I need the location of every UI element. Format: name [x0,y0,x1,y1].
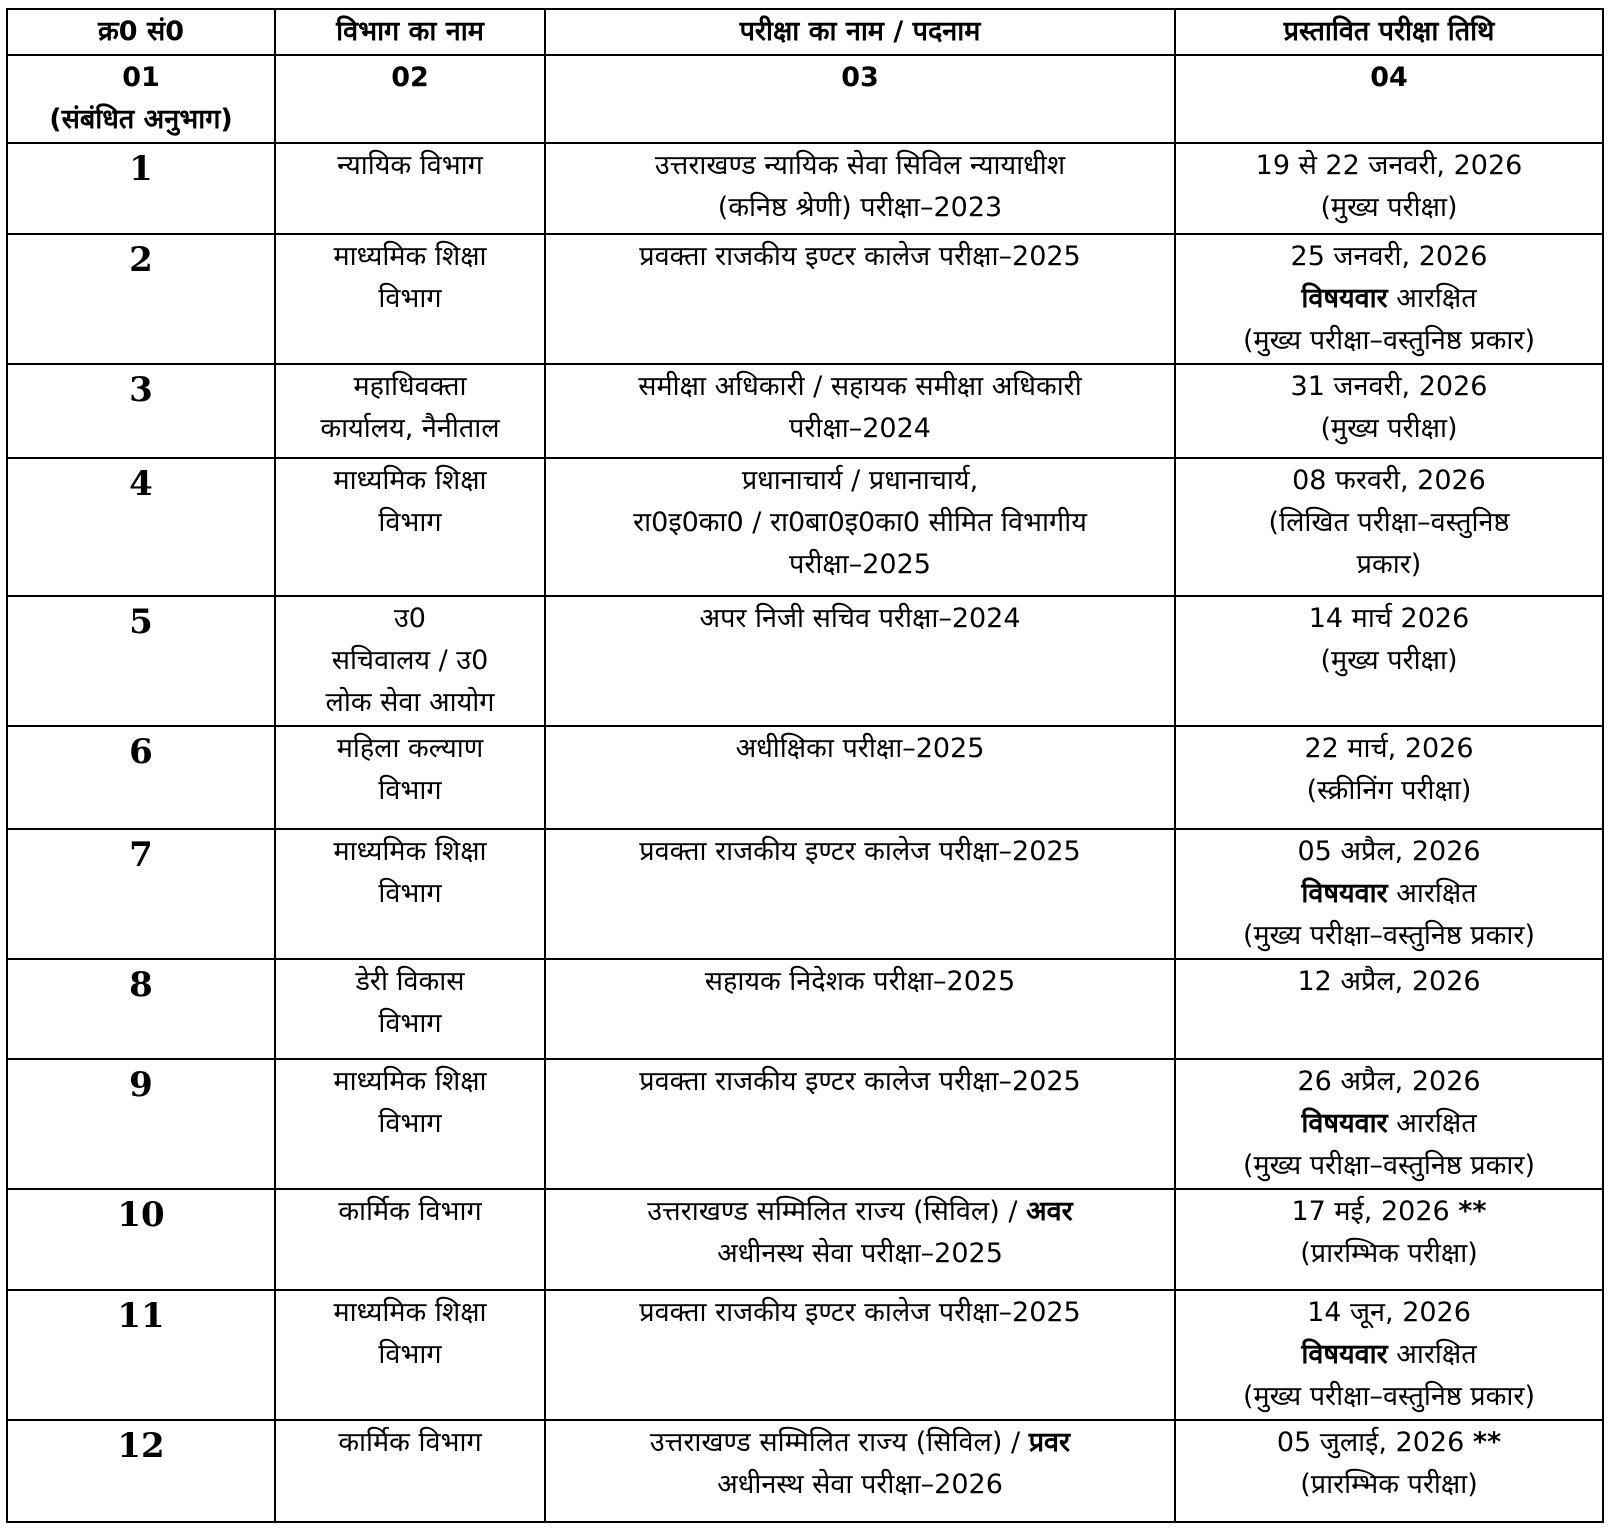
header-serial: क्र0 सं0 [7,9,275,55]
department-line: विभाग [378,283,442,314]
exam-cell [545,1059,1175,1189]
serial-cell: 11 [7,1290,275,1420]
exam-line: समीक्षा अधिकारी / सहायक समीक्षा अधिकारी [638,371,1082,402]
department-line: विभाग [378,1339,442,1370]
department-cell [275,1290,545,1420]
date-line: 05 अप्रैल, 2026 [1297,836,1481,867]
subject-wise-label: विषयवार [1301,283,1388,314]
date-line: 12 अप्रैल, 2026 [1297,966,1481,997]
date-cell [1175,1290,1603,1420]
subheader-serial-num: 01 [122,62,160,93]
department-cell [275,959,545,1059]
date-line: (मुख्य परीक्षा) [1320,192,1458,223]
date-cell [1175,959,1603,1059]
department-line: विभाग [378,1108,442,1139]
serial-cell: 6 [7,726,275,829]
table-row [7,1290,1603,1420]
exam-line: (कनिष्ठ श्रेणी) परीक्षा–2023 [717,192,1003,223]
reserved-label: आरक्षित [1396,283,1477,314]
date-line: (स्क्रीनिंग परीक्षा) [1306,775,1472,806]
subheader-exam-date: 04 [1175,55,1603,143]
date-line [1182,873,1596,915]
department-line: डेरी विकास [355,966,465,997]
date-cell [1175,1189,1603,1290]
exam-grade-label: अवर [1026,1196,1073,1227]
serial-cell: 5 [7,596,275,726]
department-line: विभाग [378,507,442,538]
exam-text: उत्तराखण्ड सम्मिलित राज्य (सिविल) / [649,1427,1021,1458]
exam-cell [545,1420,1175,1522]
date-line: (मुख्य परीक्षा) [1320,413,1458,444]
subheader-serial-note: (संबंधित अनुभाग) [49,104,233,135]
date-line: (मुख्य परीक्षा–वस्तुनिष्ठ प्रकार) [1243,1381,1535,1412]
exam-line: रा0इ0का0 / रा0बा0इ0का0 सीमित विभागीय [633,507,1087,538]
exam-line: परीक्षा–2024 [789,413,931,444]
exam-line: अधीनस्थ सेवा परीक्षा–2025 [717,1238,1003,1269]
date-text: 17 मई, 2026 [1291,1196,1450,1227]
serial-cell: 3 [7,364,275,458]
exam-cell [545,364,1175,458]
exam-line: अधीक्षिका परीक्षा–2025 [735,733,985,764]
department-cell [275,829,545,959]
table-row [7,959,1603,1059]
exam-line: उत्तराखण्ड न्यायिक सेवा सिविल न्यायाधीश [654,150,1066,181]
department-line: विभाग [378,1008,442,1039]
date-line: 22 मार्च, 2026 [1304,733,1474,764]
department-cell [275,364,545,458]
serial-cell: 12 [7,1420,275,1522]
date-line: 14 मार्च 2026 [1308,603,1470,634]
exam-grade-label: प्रवर [1028,1427,1071,1458]
department-cell [275,1420,545,1522]
header-exam-date: प्रस्तावित परीक्षा तिथि [1175,9,1603,55]
exam-line: प्रवक्ता राजकीय इण्टर कालेज परीक्षा–2025 [639,241,1081,272]
serial-cell: 4 [7,458,275,596]
date-line: (मुख्य परीक्षा–वस्तुनिष्ठ प्रकार) [1243,325,1535,356]
exam-schedule-table [6,8,1604,1523]
reserved-label: आरक्षित [1396,878,1477,909]
date-cell [1175,364,1603,458]
exam-line: अधीनस्थ सेवा परीक्षा–2026 [717,1469,1003,1500]
table-row [7,596,1603,726]
date-line [1182,1334,1596,1376]
serial-cell: 1 [7,143,275,234]
subheader-serial [7,55,275,143]
department-line: उ0 [394,603,426,634]
date-cell [1175,234,1603,364]
date-cell [1175,829,1603,959]
date-line [1182,1191,1596,1233]
department-cell [275,1189,545,1290]
exam-line [552,1422,1168,1464]
department-cell [275,1059,545,1189]
date-cell [1175,1059,1603,1189]
date-text: 05 जुलाई, 2026 [1276,1427,1465,1458]
table-row [7,364,1603,458]
table-row [7,1420,1603,1522]
table-row [7,458,1603,596]
table-row [7,1059,1603,1189]
subject-wise-label: विषयवार [1301,878,1388,909]
date-cell [1175,1420,1603,1522]
serial-cell: 7 [7,829,275,959]
department-line: माध्यमिक शिक्षा [333,465,487,496]
department-line: माध्यमिक शिक्षा [333,241,487,272]
subheader-row [7,55,1603,143]
date-cell [1175,596,1603,726]
date-line: 25 जनवरी, 2026 [1290,241,1488,272]
serial-cell: 9 [7,1059,275,1189]
exam-cell [545,726,1175,829]
exam-text: उत्तराखण्ड सम्मिलित राज्य (सिविल) / [647,1196,1018,1227]
department-line: महाधिवक्ता [353,371,467,402]
department-line: कार्यालय, नैनीताल [320,413,500,444]
exam-cell [545,829,1175,959]
table-row [7,234,1603,364]
department-line: विभाग [378,775,442,806]
exam-cell [545,1290,1175,1420]
exam-line [552,1191,1168,1233]
department-cell [275,143,545,234]
date-line [1182,1422,1596,1464]
exam-cell [545,959,1175,1059]
date-line: (प्रारम्भिक परीक्षा) [1300,1238,1478,1269]
exam-line: प्रवक्ता राजकीय इण्टर कालेज परीक्षा–2025 [639,1297,1081,1328]
department-line: कार्मिक विभाग [338,1427,482,1458]
department-line: माध्यमिक शिक्षा [333,836,487,867]
header-row [7,9,1603,55]
date-line: 19 से 22 जनवरी, 2026 [1255,150,1523,181]
date-line: (लिखित परीक्षा–वस्तुनिष्ठ [1268,507,1510,538]
date-line: 31 जनवरी, 2026 [1290,371,1488,402]
exam-cell [545,234,1175,364]
subject-wise-label: विषयवार [1301,1339,1388,1370]
serial-cell: 8 [7,959,275,1059]
department-line: कार्मिक विभाग [338,1196,482,1227]
date-cell [1175,143,1603,234]
department-line: विभाग [378,878,442,909]
date-line: (मुख्य परीक्षा–वस्तुनिष्ठ प्रकार) [1243,1150,1535,1181]
department-line: लोक सेवा आयोग [325,687,495,718]
department-cell [275,726,545,829]
header-exam-name: परीक्षा का नाम / पदनाम [545,9,1175,55]
date-cell [1175,726,1603,829]
department-line: माध्यमिक शिक्षा [333,1297,487,1328]
date-line: (मुख्य परीक्षा) [1320,645,1458,676]
serial-cell: 2 [7,234,275,364]
department-line: सचिवालय / उ0 [331,645,489,676]
exam-line: सहायक निदेशक परीक्षा–2025 [704,966,1016,997]
exam-cell [545,143,1175,234]
subheader-department: 02 [275,55,545,143]
department-line: महिला कल्याण [336,733,484,764]
department-line: न्यायिक विभाग [337,150,483,181]
exam-cell [545,1189,1175,1290]
exam-line: प्रधानाचार्य / प्रधानाचार्य, [741,465,979,496]
serial-cell: 10 [7,1189,275,1290]
department-cell [275,234,545,364]
table-row [7,1189,1603,1290]
date-line [1182,1103,1596,1145]
footnote-marker: ** [1472,1427,1502,1458]
date-line: (प्रारम्भिक परीक्षा) [1300,1469,1478,1500]
department-line: माध्यमिक शिक्षा [333,1066,487,1097]
exam-cell [545,458,1175,596]
footnote-marker: ** [1458,1196,1487,1227]
department-cell [275,458,545,596]
exam-line: प्रवक्ता राजकीय इण्टर कालेज परीक्षा–2025 [639,1066,1081,1097]
subheader-exam-name: 03 [545,55,1175,143]
table-row [7,726,1603,829]
table-row [7,143,1603,234]
exam-line: प्रवक्ता राजकीय इण्टर कालेज परीक्षा–2025 [639,836,1081,867]
date-cell [1175,458,1603,596]
date-line: प्रकार) [1356,549,1422,580]
date-line: 26 अप्रैल, 2026 [1297,1066,1481,1097]
table-row [7,829,1603,959]
date-line: (मुख्य परीक्षा–वस्तुनिष्ठ प्रकार) [1243,920,1535,951]
subject-wise-label: विषयवार [1301,1108,1388,1139]
date-line: 14 जून, 2026 [1307,1297,1471,1328]
department-cell [275,596,545,726]
exam-line: परीक्षा–2025 [789,549,931,580]
reserved-label: आरक्षित [1396,1108,1477,1139]
date-line [1182,278,1596,320]
exam-line: अपर निजी सचिव परीक्षा–2024 [699,603,1021,634]
header-department: विभाग का नाम [275,9,545,55]
reserved-label: आरक्षित [1396,1339,1477,1370]
exam-cell [545,596,1175,726]
date-line: 08 फरवरी, 2026 [1292,465,1486,496]
